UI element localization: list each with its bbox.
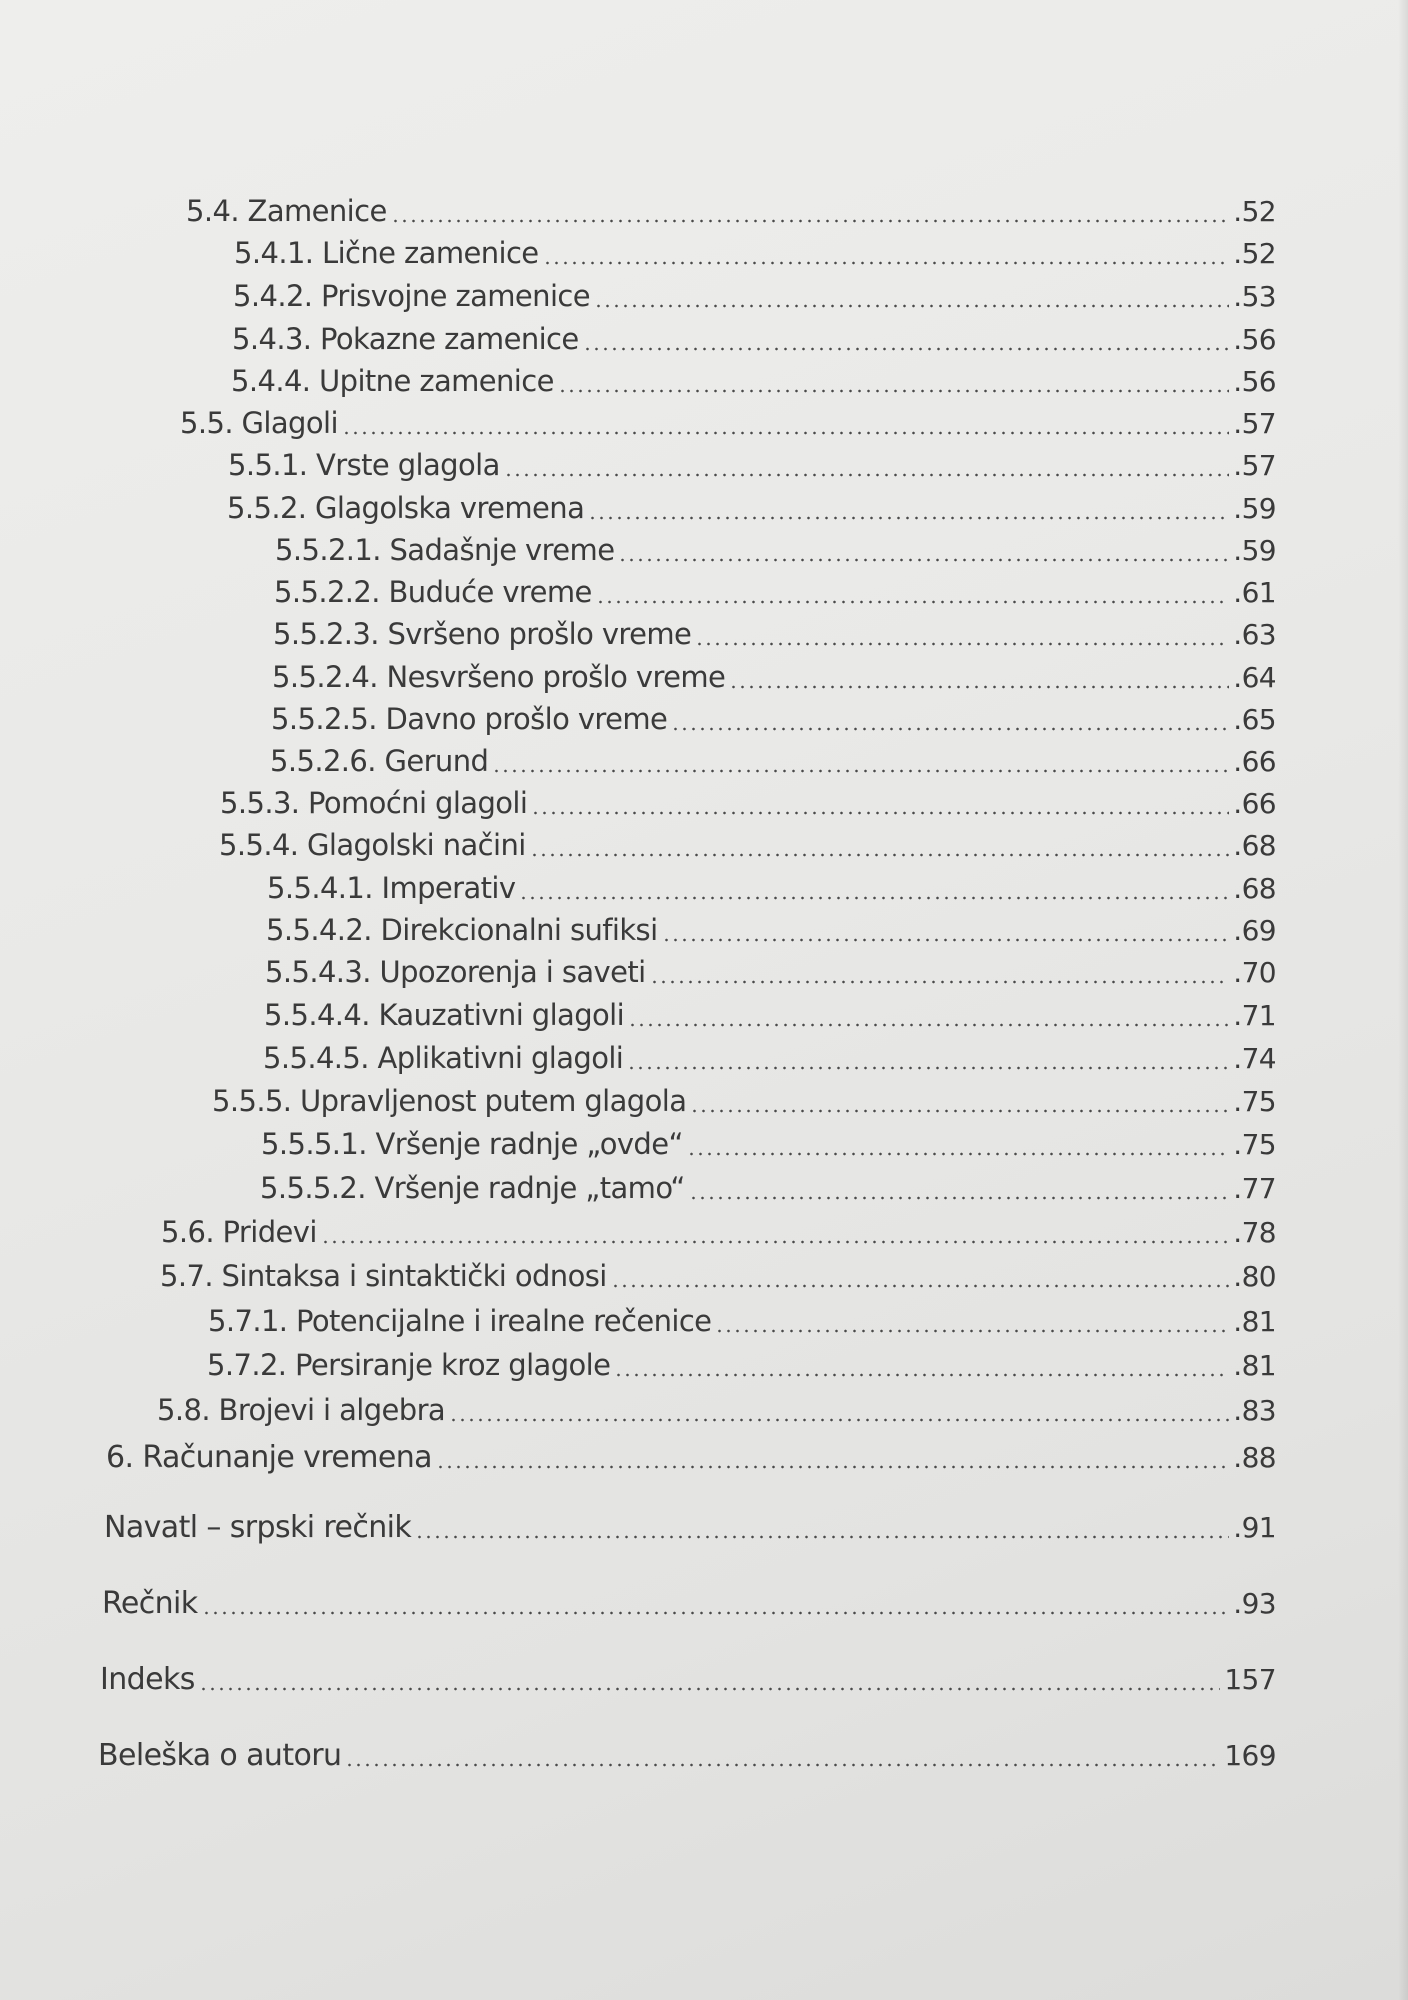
toc-entry [231, 364, 1276, 402]
toc-entry [186, 194, 1276, 232]
toc-entry-title: 5.5.2.3. Svršeno prošlo vreme [273, 617, 692, 651]
toc-entry [261, 1127, 1276, 1165]
toc-entry-page: .61 [1233, 576, 1276, 609]
dot-leader [715, 1329, 1229, 1333]
toc-entry [106, 1440, 1276, 1478]
toc-entry-title: 5.7. Sintaksa i sintaktički odnosi [160, 1259, 607, 1293]
toc-entry [98, 1738, 1276, 1776]
toc-entry [227, 491, 1276, 529]
dot-leader [627, 1066, 1229, 1070]
toc-entry-page: .59 [1233, 492, 1276, 525]
toc-entry-page: .93 [1233, 1587, 1276, 1620]
dot-leader [596, 600, 1230, 604]
toc-entry-title: Beleška o autoru [98, 1738, 342, 1773]
dot-leader [519, 896, 1229, 900]
toc-entry [160, 1259, 1276, 1297]
toc-entry-title: 5.5.5.2. Vršenje radnje „tamo“ [260, 1171, 685, 1205]
toc-entry-title: 5.5.4.5. Aplikativni glagoli [263, 1041, 624, 1075]
toc-entry [212, 1084, 1276, 1122]
toc-entry-title: 5.6. Pridevi [161, 1215, 317, 1249]
toc-entry-page: .75 [1233, 1128, 1276, 1161]
dot-leader [690, 1109, 1229, 1113]
toc-entry-title: Rečnik [102, 1586, 198, 1621]
toc-entry-title: 5.5.5. Upravljenost putem glagola [212, 1084, 687, 1118]
toc-entry [263, 1041, 1276, 1079]
toc-entry-title: 5.5.3. Pomoćni glagoli [220, 786, 528, 820]
toc-entry [266, 913, 1276, 951]
toc-entry-title: 5.4.1. Lične zamenice [234, 236, 539, 270]
toc-entry-title: 5.4.4. Upitne zamenice [231, 364, 554, 398]
toc-entry-page: .63 [1233, 618, 1276, 651]
toc-entry [270, 744, 1276, 782]
toc-entry [275, 533, 1276, 571]
toc-entry-title: 5.5.2.2. Buduće vreme [274, 575, 592, 609]
toc-entry [100, 1662, 1276, 1700]
dot-leader [695, 642, 1229, 646]
toc-entry [233, 279, 1276, 317]
toc-entry-title: 5.5.4.4. Kauzativni glagoli [264, 998, 625, 1032]
toc-entry-title: 5.5.5.1. Vršenje radnje „ovde“ [261, 1127, 683, 1161]
toc-entry [265, 955, 1276, 993]
toc-entry-page: .56 [1233, 365, 1276, 398]
toc-entry-title: 5.4.3. Pokazne zamenice [232, 322, 579, 356]
dot-leader [321, 1240, 1229, 1244]
toc-entry-page: .77 [1233, 1172, 1276, 1205]
dot-leader [611, 1284, 1230, 1288]
dot-leader [391, 219, 1230, 223]
dot-leader [199, 1687, 1221, 1691]
toc-entry-page: .53 [1233, 280, 1276, 313]
dot-leader [662, 938, 1230, 942]
toc-entry-page: .57 [1233, 407, 1276, 440]
toc-entry [102, 1586, 1276, 1624]
toc-entry-title: 5.4. Zamenice [186, 194, 387, 228]
toc-entry [234, 236, 1276, 274]
toc-entry [220, 786, 1276, 824]
toc-entry [264, 998, 1276, 1036]
dot-leader [202, 1611, 1230, 1615]
toc-entry-title: 5.5.4.1. Imperativ [267, 871, 516, 905]
toc-entry [274, 575, 1276, 613]
toc-entry-title: 5.5.4.2. Direkcionalni sufiksi [266, 913, 658, 947]
dot-leader [594, 304, 1229, 308]
toc-entry-page: .65 [1233, 703, 1276, 736]
toc-entry-title: 5.5.4. Glagolski načini [219, 828, 526, 862]
toc-entry-title: Navatl – srpski rečnik [104, 1510, 412, 1545]
dot-leader [492, 769, 1229, 773]
toc-entry-page: .81 [1233, 1305, 1276, 1338]
toc-entry [207, 1348, 1276, 1386]
toc-entry [157, 1393, 1276, 1431]
toc-entry [208, 1304, 1276, 1342]
toc-entry-page: .68 [1233, 829, 1276, 862]
toc-entry-title: 5.5. Glagoli [180, 406, 338, 440]
dot-leader [436, 1465, 1229, 1469]
toc-entry [180, 406, 1276, 444]
toc-entry-title: 5.5.2.6. Gerund [270, 744, 489, 778]
toc-entry-title: 5.8. Brojevi i algebra [157, 1393, 446, 1427]
toc-entry-page: .66 [1233, 745, 1276, 778]
dot-leader [543, 261, 1230, 265]
toc-entry-page: .81 [1233, 1349, 1276, 1382]
dot-leader [729, 685, 1229, 689]
toc-entry-page: .83 [1233, 1394, 1276, 1427]
toc-entry-title: 5.7.2. Persiranje kroz glagole [207, 1348, 611, 1382]
toc-entry-page: .57 [1233, 449, 1276, 482]
dot-leader [345, 1763, 1220, 1767]
dot-leader [342, 431, 1229, 435]
toc-entry-page: .88 [1233, 1441, 1276, 1474]
toc-entry-title: 5.4.2. Prisvojne zamenice [233, 279, 591, 313]
dot-leader [671, 727, 1229, 731]
toc-entry [228, 448, 1276, 486]
toc-entry-page: .68 [1233, 872, 1276, 905]
toc-entry [219, 828, 1276, 866]
toc-entry-page: .71 [1233, 999, 1276, 1032]
dot-leader [689, 1196, 1229, 1200]
dot-leader [588, 516, 1229, 520]
dot-leader [530, 853, 1230, 857]
toc-entry-title: 5.5.1. Vrste glagola [228, 448, 500, 482]
toc-entry-page: .69 [1233, 914, 1276, 947]
toc-entry-title: 5.7.1. Potencijalne i irealne rečenice [208, 1304, 712, 1338]
toc-entry-page: 157 [1224, 1663, 1276, 1696]
dot-leader [583, 347, 1230, 351]
toc-entry-title: Indeks [100, 1662, 195, 1697]
toc-entry-title: 5.5.2.4. Nesvršeno prošlo vreme [272, 660, 726, 694]
toc-entry-page: .66 [1233, 787, 1276, 820]
toc-entry-page: 169 [1224, 1739, 1276, 1772]
dot-leader [449, 1418, 1229, 1422]
toc-entry-page: .75 [1233, 1085, 1276, 1118]
toc-entry-page: .52 [1233, 195, 1276, 228]
dot-leader [614, 1373, 1229, 1377]
dot-leader [687, 1152, 1229, 1156]
dot-leader [618, 558, 1229, 562]
toc-entry [273, 617, 1276, 655]
toc-entry [232, 322, 1276, 360]
toc-entry-title: 5.5.2.1. Sadašnje vreme [275, 533, 615, 567]
toc-entry [161, 1215, 1276, 1253]
toc-entry [271, 702, 1276, 740]
dot-leader [531, 811, 1229, 815]
toc-entry-page: .80 [1233, 1260, 1276, 1293]
toc-entry [260, 1171, 1276, 1209]
toc-entry-page: .70 [1233, 956, 1276, 989]
toc-entry-page: .74 [1233, 1042, 1276, 1075]
toc-entry-page: .52 [1233, 237, 1276, 270]
toc-entry-title: 6. Računanje vremena [106, 1440, 432, 1475]
toc-entry [272, 660, 1276, 698]
toc-entry [104, 1510, 1276, 1548]
dot-leader [415, 1535, 1229, 1539]
toc-entry [267, 871, 1276, 909]
toc-entry-page: .64 [1233, 661, 1276, 694]
dot-leader [504, 473, 1230, 477]
toc-entry-page: .78 [1233, 1216, 1276, 1249]
toc-entry-page: .56 [1233, 323, 1276, 356]
toc-entry-title: 5.5.2.5. Davno prošlo vreme [271, 702, 668, 736]
toc-entry-title: 5.5.4.3. Upozorenja i saveti [265, 955, 646, 989]
dot-leader [558, 389, 1229, 393]
dot-leader [628, 1023, 1229, 1027]
dot-leader [650, 980, 1230, 984]
toc-entry-page: .59 [1233, 534, 1276, 567]
toc-entry-page: .91 [1233, 1511, 1276, 1544]
toc-entry-title: 5.5.2. Glagolska vremena [227, 491, 585, 525]
